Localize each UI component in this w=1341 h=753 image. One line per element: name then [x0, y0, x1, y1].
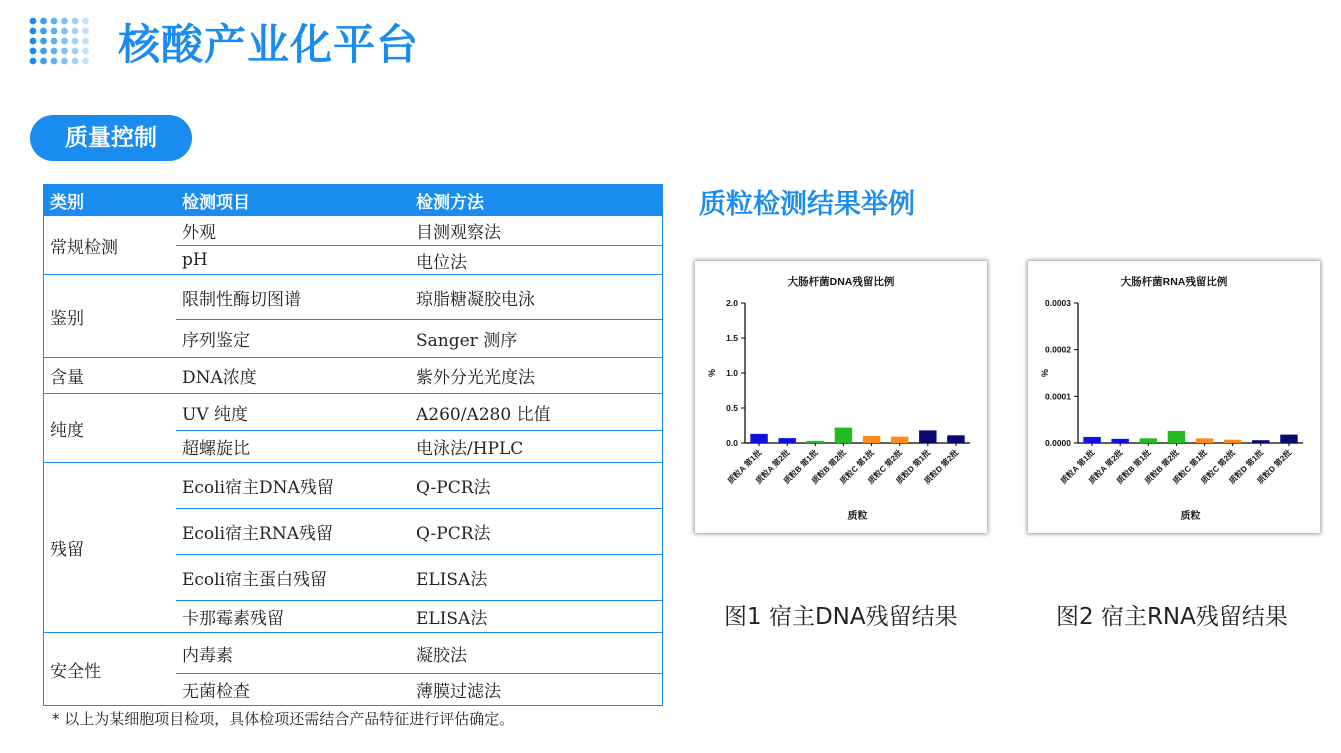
table-row: [44, 358, 663, 394]
quality-control-table: [43, 184, 663, 706]
table-header-row: [44, 185, 663, 216]
x-tick-label: 质粒A 第1批: [1058, 448, 1097, 486]
bar: [919, 430, 936, 443]
y-tick-label: 0.0001: [1045, 391, 1071, 402]
x-tick-label: 质粒D 第2批: [1255, 448, 1294, 486]
test-method-cell: ELISA法: [410, 601, 663, 633]
x-tick-label: 质粒A 第2批: [754, 448, 792, 486]
test-item-cell: 无菌检查: [176, 674, 410, 706]
category-cell: 残留: [44, 463, 177, 633]
category-cell: 常规检测: [44, 216, 177, 275]
table-row: [44, 216, 663, 246]
bar: [1280, 435, 1297, 443]
x-tick-label: 质粒C 第1批: [838, 448, 876, 486]
section-pill: 质量控制: [30, 115, 192, 161]
bar: [1196, 438, 1213, 443]
rna-residue-chart: [1028, 261, 1320, 533]
test-item-cell: Ecoli宿主RNA残留: [176, 509, 410, 555]
dna-chart-svg: [695, 261, 987, 533]
category-cell: 安全性: [44, 633, 177, 706]
y-axis-label: %: [1040, 368, 1050, 378]
y-tick-label: 0.0002: [1045, 344, 1071, 355]
test-method-cell: ELISA法: [410, 555, 663, 601]
test-item-cell: 外观: [176, 216, 410, 246]
bar: [1224, 440, 1241, 443]
test-item-cell: Ecoli宿主蛋白残留: [176, 555, 410, 601]
x-tick-label: 质粒D 第1批: [1227, 448, 1266, 486]
category-cell: 纯度: [44, 394, 177, 463]
test-method-cell: Q-PCR法: [410, 509, 663, 555]
header-item: 检测项目: [176, 185, 410, 216]
table-row: [44, 463, 663, 509]
bar: [1168, 431, 1185, 443]
y-tick-label: 1.5: [726, 333, 738, 343]
dots-logo-icon: [28, 16, 90, 66]
x-axis-label: 质粒: [847, 511, 868, 522]
x-tick-label: 质粒A 第2批: [1087, 448, 1125, 486]
bar: [1140, 438, 1157, 443]
test-method-cell: 琼脂糖凝胶电泳: [410, 275, 663, 320]
x-tick-label: 质粒D 第2批: [922, 448, 961, 486]
bar: [891, 437, 908, 443]
x-tick-label: 质粒D 第1批: [894, 448, 933, 486]
test-item-cell: 限制性酶切图谱: [176, 275, 410, 320]
table-row: [44, 633, 663, 674]
y-tick-label: 0.0000: [1045, 438, 1071, 448]
x-tick-label: 质粒B 第1批: [1114, 448, 1153, 486]
test-item-cell: 超螺旋比: [176, 431, 410, 463]
test-method-cell: 凝胶法: [410, 633, 663, 674]
y-tick-label: 0.0: [726, 438, 738, 448]
chart-title: 大肠杆菌DNA残留比例: [787, 276, 895, 288]
header-method: 检测方法: [410, 185, 663, 216]
test-method-cell: 电位法: [410, 246, 663, 275]
bar: [750, 434, 767, 443]
test-item-cell: Ecoli宿主DNA残留: [176, 463, 410, 509]
results-title: 质粒检测结果举例: [699, 189, 915, 220]
y-tick-label: 0.5: [726, 403, 738, 413]
x-tick-label: 质粒B 第2批: [810, 448, 848, 486]
x-tick-label: 质粒C 第2批: [866, 448, 905, 486]
bar: [1083, 437, 1100, 443]
test-item-cell: DNA浓度: [176, 358, 410, 394]
test-method-cell: 目测观察法: [410, 216, 663, 246]
test-item-cell: 卡那霉素残留: [176, 601, 410, 633]
x-tick-label: 质粒A 第1批: [725, 448, 764, 486]
test-method-cell: 薄膜过滤法: [410, 674, 663, 706]
test-item-cell: UV 纯度: [176, 394, 410, 431]
y-tick-label: 1.0: [726, 368, 738, 378]
bar: [835, 428, 852, 443]
test-method-cell: 电泳法/HPLC: [410, 431, 663, 463]
y-tick-label: 2.0: [726, 298, 738, 308]
test-item-cell: 序列鉴定: [176, 320, 410, 358]
test-method-cell: Sanger 测序: [410, 320, 663, 358]
table-row: [44, 275, 663, 320]
x-tick-label: 质粒C 第1批: [1171, 448, 1209, 486]
x-tick-label: 质粒C 第2批: [1199, 448, 1238, 486]
bar: [1111, 439, 1128, 443]
x-axis-label: 质粒: [1180, 511, 1201, 522]
table-row: [44, 394, 663, 431]
y-tick-label: 0.0003: [1045, 298, 1071, 308]
figure2-caption: 图2 宿主RNA残留结果: [1056, 604, 1288, 630]
test-method-cell: Q-PCR法: [410, 463, 663, 509]
y-axis-label: %: [707, 368, 717, 378]
bar: [947, 435, 964, 443]
test-item-cell: 内毒素: [176, 633, 410, 674]
dna-residue-chart: [695, 261, 987, 533]
test-method-cell: 紫外分光光度法: [410, 358, 663, 394]
footnote: * 以上为某细胞项目检项，具体检项还需结合产品特征进行评估确定。: [52, 710, 515, 728]
bar: [863, 436, 880, 443]
bar: [778, 438, 795, 443]
chart-title: 大肠杆菌RNA残留比例: [1120, 276, 1228, 288]
category-cell: 鉴别: [44, 275, 177, 358]
figure1-caption: 图1 宿主DNA残留结果: [724, 604, 958, 630]
x-tick-label: 质粒B 第2批: [1143, 448, 1181, 486]
test-method-cell: A260/A280 比值: [410, 394, 663, 431]
page-title: 核酸产业化平台: [118, 20, 420, 69]
header-category: 类别: [44, 185, 177, 216]
x-tick-label: 质粒B 第1批: [781, 448, 820, 486]
rna-chart-svg: [1028, 261, 1320, 533]
bar: [1252, 440, 1269, 443]
category-cell: 含量: [44, 358, 177, 394]
bar: [807, 441, 824, 443]
test-item-cell: pH: [176, 246, 410, 275]
